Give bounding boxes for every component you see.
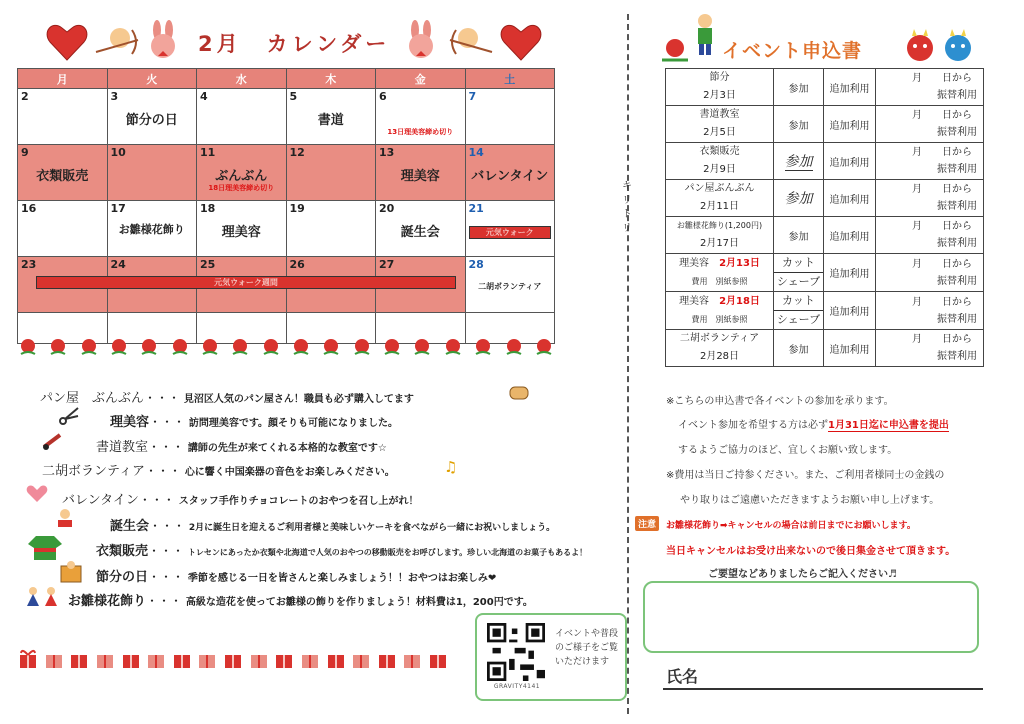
day-cell <box>107 201 197 257</box>
transfer-field[interactable]: 月 日から 振替利用 <box>876 254 984 292</box>
handwritten-join: 参加 <box>784 154 813 170</box>
transfer-field[interactable]: 月 日から 振替利用 <box>876 292 984 330</box>
carnation-icon <box>412 338 432 356</box>
day-cell <box>18 89 108 145</box>
day-number: 23 <box>21 258 37 271</box>
carnation-icon <box>200 338 220 356</box>
day-cell <box>376 89 466 145</box>
day-event: 書道 <box>317 113 344 128</box>
bunny-icon <box>404 20 438 60</box>
extra-use-checkbox[interactable]: 追加利用 <box>824 292 876 330</box>
legend-desc: 季節を感じる一日を皆さんと楽しみましょう！！おやつはお楽しみ❤ <box>187 573 497 584</box>
heart-icon <box>26 484 48 504</box>
carnation-icon <box>18 338 38 356</box>
day-cell <box>465 145 555 201</box>
form-event-cell: お雛様花飾り(1,200円) 2月17日 <box>666 217 774 254</box>
brush-icon <box>42 431 64 451</box>
legend-name: 理美容 <box>110 415 150 430</box>
bean-box-icon <box>58 560 84 586</box>
form-event-cell: パン屋ぶんぶん 2月11日 <box>666 180 774 217</box>
extra-use-checkbox[interactable]: 追加利用 <box>824 330 876 367</box>
form-title: イベント申込書 <box>722 40 863 62</box>
day-number: 3 <box>110 90 119 103</box>
day-cell <box>197 89 287 145</box>
legend-birthday: 誕生会・・・ 2月に誕生日を迎えるご利用者様と美味しいケーキを食べながら一緒にお祝いしましょう。 <box>110 519 556 534</box>
day-number: 2 <box>21 90 29 103</box>
legend-name: 衣類販売 <box>96 544 149 559</box>
day-number: 25 <box>200 258 216 271</box>
day-event: 二胡ボランティア <box>478 282 542 291</box>
day-number: 13 <box>379 146 395 159</box>
form-event-cell: 衣類販売 2月9日 <box>666 143 774 180</box>
carnation-icon <box>321 338 341 356</box>
day-number: 18 <box>200 202 216 215</box>
day-event: 衣類販売 <box>36 169 89 184</box>
extra-use-checkbox[interactable]: 追加利用 <box>824 69 876 106</box>
form-row <box>666 180 984 217</box>
gift-icon <box>44 647 64 669</box>
sweater-icon <box>28 534 62 560</box>
application-form-table <box>665 68 984 367</box>
day-number: 26 <box>289 258 305 271</box>
day-cell <box>465 89 555 145</box>
gift-icon <box>428 647 448 669</box>
gift-icon <box>95 647 115 669</box>
form-row <box>666 143 984 180</box>
legend-desc: 2月に誕生日を迎えるご利用者様と美味しいケーキを食べながら一緒にお祝いしましょう。 <box>188 523 556 533</box>
week-row <box>18 145 555 201</box>
carnation-icon <box>504 338 524 356</box>
form-event-cell: 節分 2月3日 <box>666 69 774 106</box>
day-event: ぶんぶん <box>215 169 268 184</box>
day-number: 12 <box>289 146 305 159</box>
note-line: イベント参加を希望する方は必ず1月31日迄に申込書を提出 <box>678 420 949 431</box>
cut-shave-options[interactable]: カット シェーブ <box>774 254 824 292</box>
day-number: 10 <box>110 146 126 159</box>
day-cell <box>465 201 555 257</box>
day-event: 理美容 <box>400 169 440 184</box>
weekday-fri: 金 <box>376 69 466 89</box>
carnation-icon <box>352 338 372 356</box>
gift-icon <box>402 647 422 669</box>
walk-week-bar: 元気ウォーク週間 <box>36 276 456 289</box>
day-event: 理美容 <box>221 225 261 240</box>
carnation-icon <box>473 338 493 356</box>
scissors-icon <box>58 406 80 426</box>
day-cell <box>286 201 376 257</box>
legend-desc: トレセンにあったか衣類や北海道で人気のおやつの移動販売をお呼びします。珍しい北海道のお菓子もあるよ！ <box>187 548 588 557</box>
blue-oni-icon <box>940 28 976 62</box>
flower-border <box>18 338 554 362</box>
day-cell <box>465 257 555 313</box>
red-oni-icon <box>902 28 938 62</box>
heart-icon <box>500 22 542 62</box>
cut-label: キリトリ <box>622 181 632 234</box>
form-event-cell: 理美容 2月13日 費用 別紙参照 <box>666 254 774 292</box>
form-row <box>666 106 984 143</box>
legend-desc: 講師の先生が来てくれる本格的な教室です☆ <box>187 443 387 454</box>
gift-icon <box>326 647 346 669</box>
legend-setsubun: 節分の日・・・ 季節を感じる一日を皆さんと楽しみましょう！！おやつはお楽しみ❤ <box>96 570 497 585</box>
note-line: ※費用は当日ご持参ください。また、ご利用者様同士の金銭の <box>666 470 945 481</box>
calendar-table <box>17 68 555 344</box>
week-row <box>18 89 555 145</box>
request-textarea[interactable] <box>643 581 979 653</box>
day-number: 17 <box>110 202 126 215</box>
walk-event-bar: 元気ウォーク <box>469 226 552 239</box>
bean-throwing-person-icon <box>690 12 720 56</box>
gift-icon <box>146 647 166 669</box>
weekday-wed: 水 <box>197 69 287 89</box>
day-event: バレンタイン <box>471 169 549 184</box>
carnation-icon <box>139 338 159 356</box>
note-line: やり取りはご遠慮いただきますようお願い申し上げます。 <box>680 495 940 506</box>
day-cell <box>376 145 466 201</box>
join-checkbox-handwritten[interactable] <box>774 180 824 217</box>
join-checkbox-handwritten[interactable] <box>774 143 824 180</box>
day-cell <box>197 145 287 201</box>
legend-desc: 見沼区人気のパン屋さん！職員も必ず購入してます <box>183 394 414 405</box>
form-row <box>666 292 984 330</box>
legend-name: 誕生会 <box>110 519 150 534</box>
join-checkbox[interactable]: 参加 <box>774 69 824 106</box>
form-event-cell: 二胡ボランティア 2月28日 <box>666 330 774 367</box>
day-number: 14 <box>468 146 484 159</box>
cupid-icon <box>92 22 142 62</box>
flower-icon <box>660 34 690 62</box>
qr-label: GRAVITY4141 <box>493 683 541 690</box>
transfer-field[interactable]: 月 日から 振替利用 <box>876 217 984 254</box>
hina-doll-icon <box>24 585 60 607</box>
legend-name: パン屋 ぶんぶん <box>40 391 145 406</box>
carnation-icon <box>170 338 190 356</box>
deadline-note: 13日理美容締め切り <box>387 128 454 136</box>
day-event: 節分の日 <box>125 113 178 128</box>
legend-hair: 理美容・・・ 訪問理美容です。顔そりも可能になりました。 <box>110 415 399 430</box>
day-number: 7 <box>468 90 477 103</box>
day-number: 11 <box>200 146 216 159</box>
weekday-mon: 月 <box>18 69 108 89</box>
legend-calligraphy: 書道教室・・・ 講師の先生が来てくれる本格的な教室です☆ <box>96 440 387 455</box>
legend-desc: 訪問理美容です。顔そりも可能になりました。 <box>188 418 399 429</box>
legend-erhu: 二胡ボランティア・・・ 心に響く中国楽器の音色をお楽しみください。 <box>42 464 395 479</box>
carnation-icon <box>382 338 402 356</box>
day-cell <box>107 89 197 145</box>
day-cell <box>18 145 108 201</box>
day-number: 20 <box>379 202 395 215</box>
carnation-icon <box>79 338 99 356</box>
request-label: ご要望などありましたらご記入ください♬ <box>708 569 897 580</box>
transfer-field[interactable]: 月 日から 振替利用 <box>876 143 984 180</box>
day-number: 4 <box>200 90 208 103</box>
weekday-thu: 木 <box>286 69 376 89</box>
qr-code-icon[interactable] <box>487 623 545 681</box>
join-checkbox[interactable]: 参加 <box>774 217 824 254</box>
gift-icon <box>69 647 89 669</box>
carnation-icon <box>443 338 463 356</box>
day-cell <box>18 201 108 257</box>
day-number: 5 <box>289 90 298 103</box>
legend-desc: 心に響く中国楽器の音色をお楽しみください。 <box>184 467 395 478</box>
day-cell <box>286 145 376 201</box>
qr-text: イベントや普段のご様子をご覧いただけます <box>555 629 619 667</box>
carnation-icon <box>48 338 68 356</box>
transfer-field[interactable]: 月 日から 振替利用 <box>876 180 984 217</box>
day-number: 16 <box>21 202 37 215</box>
legend-name: 二胡ボランティア <box>42 464 145 479</box>
weekday-sat: 土 <box>465 69 555 89</box>
form-row <box>666 254 984 292</box>
weekday-tue: 火 <box>107 69 197 89</box>
music-note-icon: ♫ <box>444 458 458 476</box>
extra-use-checkbox[interactable]: 追加利用 <box>824 106 876 143</box>
legend-name: 節分の日 <box>96 570 149 585</box>
day-number: 24 <box>110 258 126 271</box>
bread-icon <box>508 381 530 401</box>
heart-icon <box>46 22 88 62</box>
note-line: ※こちらの申込書で各イベントの参加を承ります。 <box>666 396 894 407</box>
legend-name: お雛様花飾り <box>68 594 147 609</box>
transfer-field[interactable]: 月 日から 振替利用 <box>876 69 984 106</box>
weekday-header <box>18 69 555 89</box>
name-input[interactable] <box>663 688 983 690</box>
extra-use-checkbox[interactable]: 追加利用 <box>824 217 876 254</box>
gift-icon <box>223 647 243 669</box>
form-event-cell: 理美容 2月18日 費用 別紙参照 <box>666 292 774 330</box>
gift-icon <box>121 647 141 669</box>
gift-icon <box>377 647 397 669</box>
carnation-icon <box>109 338 129 356</box>
bunny-icon <box>146 20 180 60</box>
day-cell <box>197 201 287 257</box>
day-number: 28 <box>468 258 484 271</box>
hina-cancel-note: お雛様花飾り➡キャンセルの場合は前日までにお願いします。 <box>666 521 916 531</box>
carnation-icon <box>230 338 250 356</box>
legend-valentine: バレンタイン・・・ スタッフ手作りチョコレートのおやつを召し上がれ！ <box>62 493 419 508</box>
deadline-note: 18日理美容締め切り <box>208 184 275 192</box>
gift-icon <box>172 647 192 669</box>
note-line: するようご協力のほど、宜しくお願い致します。 <box>678 445 898 456</box>
legend-desc: 高級な造花を使ってお雛様の飾りを作りましょう！材料費は1，200円です。 <box>185 597 533 608</box>
cut-line <box>627 14 629 714</box>
extra-use-checkbox[interactable]: 追加利用 <box>824 143 876 180</box>
transfer-field[interactable]: 月 日から 振替利用 <box>876 106 984 143</box>
gift-icon <box>197 647 217 669</box>
gift-icon <box>249 647 269 669</box>
page-title: 2月 カレンダー <box>198 32 391 56</box>
day-number: 21 <box>468 202 484 215</box>
gift-icon <box>351 647 371 669</box>
day-cell <box>107 145 197 201</box>
legend-name: バレンタイン <box>62 493 139 508</box>
form-row <box>666 330 984 367</box>
carnation-icon <box>534 338 554 356</box>
legend-desc: スタッフ手作りチョコレートのおやつを召し上がれ！ <box>178 496 419 507</box>
week-row <box>18 201 555 257</box>
qr-box <box>475 613 627 701</box>
form-row <box>666 217 984 254</box>
form-event-cell: 書道教室 2月5日 <box>666 106 774 143</box>
deadline-highlight: 1月31日迄に申込書を提出 <box>828 420 949 431</box>
gift-border <box>18 647 448 673</box>
legend-name: 書道教室 <box>96 440 149 455</box>
day-event: お雛様花飾り <box>118 223 185 236</box>
legend-clothing: 衣類販売・・・ トレセンにあったか衣類や北海道で人気のおやつの移動販売をお呼びします。珍しい北海道のお菓子もあるよ！ <box>96 544 588 559</box>
caution-badge: 注意 <box>635 516 659 531</box>
legend-hina: お雛様花飾り・・・ 高級な造花を使ってお雛様の飾りを作りましょう！材料費は1，200円です。 <box>68 594 533 609</box>
join-checkbox[interactable]: 参加 <box>774 106 824 143</box>
carnation-icon <box>261 338 281 356</box>
day-number: 19 <box>289 202 305 215</box>
transfer-field[interactable]: 月 日から 振替利用 <box>876 330 984 367</box>
gift-icon <box>18 647 38 669</box>
name-label: 氏名 <box>666 667 699 686</box>
day-number: 6 <box>379 90 387 103</box>
day-number: 9 <box>21 146 29 159</box>
gift-icon <box>300 647 320 669</box>
cut-shave-options[interactable]: カット シェーブ <box>774 292 824 330</box>
extra-use-checkbox[interactable]: 追加利用 <box>824 254 876 292</box>
extra-use-checkbox[interactable]: 追加利用 <box>824 180 876 217</box>
carnation-icon <box>291 338 311 356</box>
same-day-cancel-note: 当日キャンセルはお受け出来ないので後日集金させて頂きます。 <box>666 546 956 557</box>
join-checkbox[interactable]: 参加 <box>774 330 824 367</box>
legend-bread: パン屋 ぶんぶん・・・ 見沼区人気のパン屋さん！職員も必ず購入してます <box>40 391 414 406</box>
day-cell <box>286 89 376 145</box>
day-cell <box>376 201 466 257</box>
cupid-icon <box>446 22 496 62</box>
birthday-person-icon <box>54 508 76 528</box>
gift-icon <box>274 647 294 669</box>
form-row <box>666 69 984 106</box>
handwritten-join: 参加 <box>784 191 813 207</box>
day-event: 誕生会 <box>400 225 440 240</box>
day-number: 27 <box>379 258 395 271</box>
